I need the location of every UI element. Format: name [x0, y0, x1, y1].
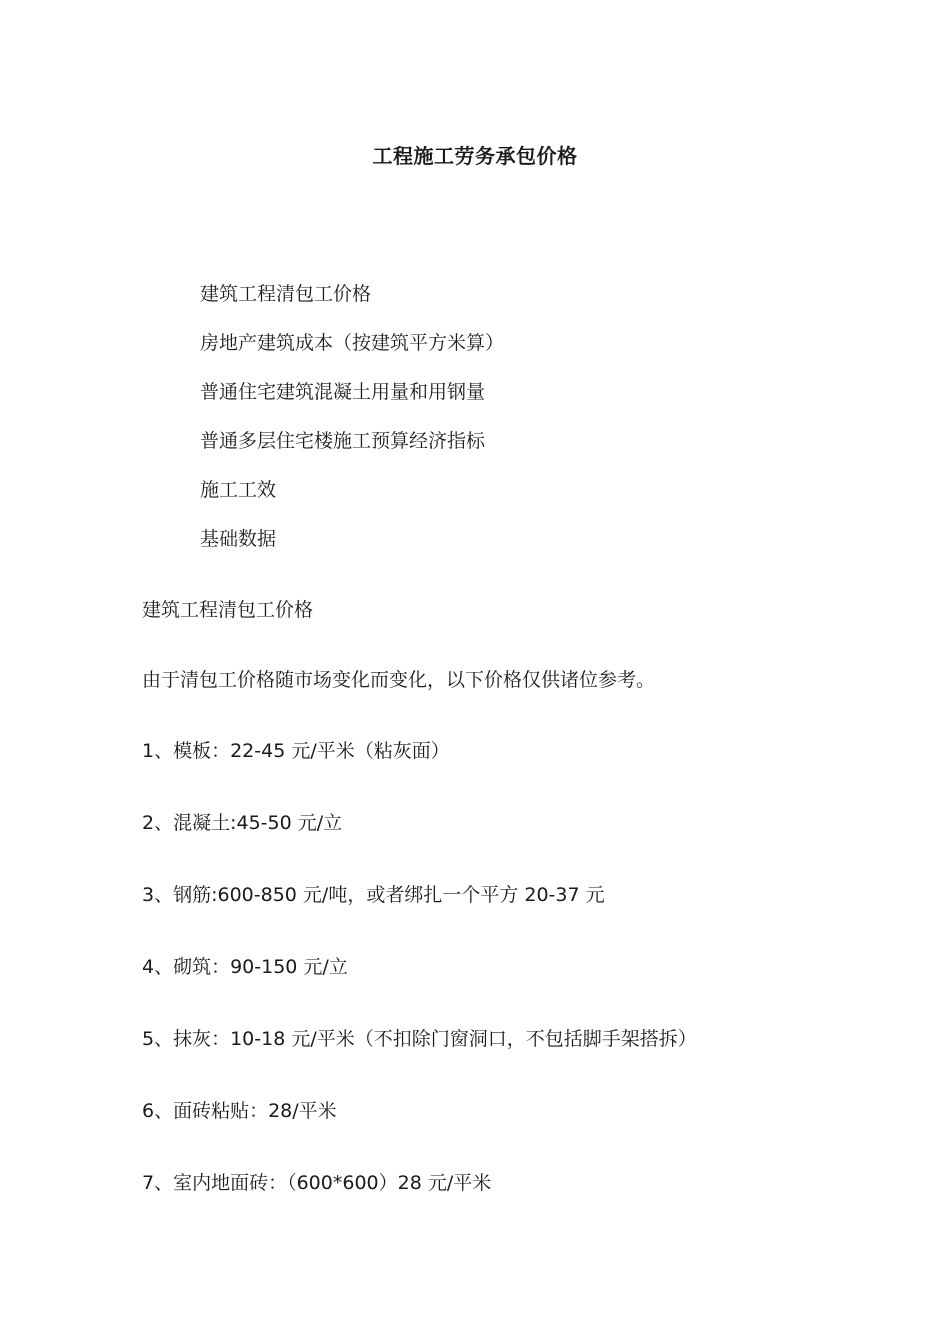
price-item-rebar: 3、钢筋:600-850 元/吨，或者绑扎一个平方 20-37 元 [142, 884, 605, 906]
toc-item-budget-indicators: 普通多层住宅楼施工预算经济指标 [200, 430, 486, 452]
intro-paragraph: 由于清包工价格随市场变化而变化，以下价格仅供诸位参考。 [142, 669, 656, 691]
table-of-contents [200, 280, 504, 574]
price-item-wall-tile: 6、面砖粘贴：28/平米 [142, 1100, 337, 1122]
price-item-concrete: 2、混凝土:45-50 元/立 [142, 812, 343, 834]
price-item-plastering: 5、抹灰：10-18 元/平米（不扣除门窗洞口，不包括脚手架搭拆） [142, 1028, 697, 1050]
toc-item-labor-price: 建筑工程清包工价格 [200, 283, 372, 305]
toc-item-basic-data: 基础数据 [200, 528, 277, 550]
toc-item-construction-efficiency: 施工工效 [200, 479, 277, 501]
price-item-masonry: 4、砌筑：90-150 元/立 [142, 956, 348, 978]
toc-item-concrete-steel-usage: 普通住宅建筑混凝土用量和用钢量 [200, 381, 486, 403]
document-title: 工程施工劳务承包价格 [372, 144, 578, 168]
price-item-formwork: 1、模板：22-45 元/平米（粘灰面） [142, 740, 450, 762]
section-heading: 建筑工程清包工价格 [142, 599, 314, 621]
price-item-floor-tile: 7、室内地面砖：（600*600）28 元/平米 [142, 1172, 492, 1194]
toc-item-real-estate-cost: 房地产建筑成本（按建筑平方米算） [200, 332, 505, 354]
